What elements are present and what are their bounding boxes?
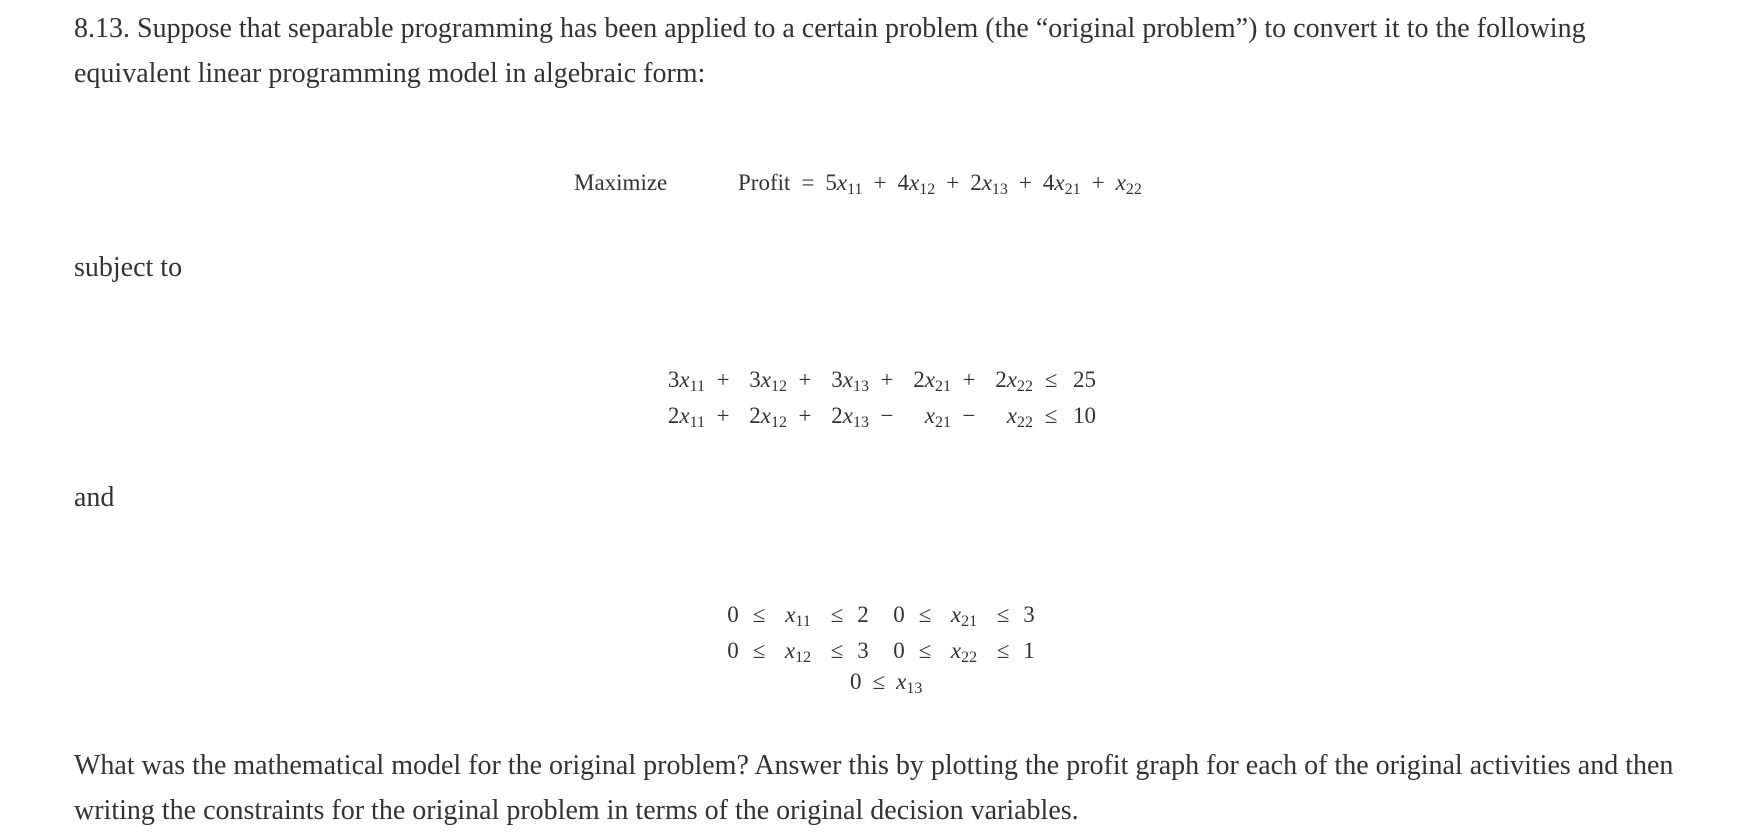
constraint-term: 3x11: [667, 367, 705, 395]
bound-variable: x21: [950, 602, 978, 630]
less-equal-sign: ≤: [1044, 367, 1058, 392]
plus-sign: +: [1091, 170, 1105, 195]
constraint-term: 2x22: [995, 367, 1033, 395]
plus-sign: +: [1018, 170, 1032, 195]
operator: +: [716, 367, 730, 392]
variable-bounds: [725, 597, 1037, 669]
constraint-system: [659, 362, 1096, 434]
constraint-row: [659, 362, 1096, 398]
operator: +: [880, 367, 894, 392]
constraint-term: 3x13: [831, 367, 869, 395]
plus-sign: +: [873, 170, 887, 195]
constraint-term: 2x13: [831, 403, 869, 431]
less-equal-sign: ≤: [830, 602, 844, 627]
operator: −: [880, 403, 894, 428]
operator: +: [716, 403, 730, 428]
objective-term: 5x11: [825, 170, 863, 198]
constraint-term: 2x21: [913, 367, 951, 395]
objective-term: 4x21: [1042, 170, 1081, 198]
bound-variable: x11: [785, 602, 811, 630]
less-equal-sign: ≤: [996, 638, 1010, 663]
bound-variable: x22: [950, 638, 978, 666]
bound-row: [725, 597, 1037, 633]
constraint-term: 2x12: [749, 403, 787, 431]
less-equal-sign: ≤: [1044, 403, 1058, 428]
problem-question: What was the mathematical model for the original problem? Answer this by plotting the profit graph for each of the original activities and then writing the constraints for the original problem in terms of the original decision variables.: [74, 750, 1674, 826]
less-equal-sign: ≤: [752, 638, 766, 663]
upper-bound: 3: [857, 638, 869, 663]
lower-bound: 0: [893, 638, 905, 663]
objective-term: x22: [1115, 170, 1142, 198]
less-equal-sign: ≤: [918, 602, 932, 627]
constraint-rhs: 25: [1073, 367, 1096, 392]
bound-variable: x12: [784, 638, 812, 666]
profit-label: Profit: [738, 170, 791, 195]
lower-bound: 0: [727, 602, 739, 627]
objective-function: [574, 170, 1142, 196]
operator: +: [798, 403, 812, 428]
constraint-rhs: 10: [1073, 403, 1096, 428]
equals-sign: =: [801, 170, 815, 195]
operator: +: [798, 367, 812, 392]
subject-to-label: subject to: [74, 252, 183, 283]
less-equal-sign: ≤: [996, 602, 1010, 627]
constraint-row: [659, 398, 1096, 434]
operator: +: [962, 367, 976, 392]
maximize-label: Maximize: [574, 170, 668, 195]
upper-bound: 3: [1023, 602, 1035, 627]
problem-intro: 8.13. Suppose that separable programming has been applied to a certain problem (the “original problem”) to convert it to the following equivalent linear programming model in algebraic form:: [74, 13, 1586, 89]
and-label: and: [74, 482, 115, 513]
lower-bound: 0: [893, 602, 905, 627]
less-equal-sign: ≤: [918, 638, 932, 663]
constraint-term: 2x11: [667, 403, 705, 431]
less-equal-sign: ≤: [830, 638, 844, 663]
less-equal-sign: ≤: [872, 669, 886, 694]
objective-term: 2x13: [970, 170, 1008, 198]
constraint-term: 3x12: [749, 367, 787, 395]
upper-bound: 2: [857, 602, 869, 627]
constraint-term: x22: [1006, 403, 1033, 431]
bound-row: [725, 633, 1037, 669]
plus-sign: +: [946, 170, 960, 195]
bound-variable: x13: [896, 669, 923, 697]
lower-bound: 0: [727, 638, 739, 663]
less-equal-sign: ≤: [752, 602, 766, 627]
constraint-term: x21: [924, 403, 951, 431]
bound-row: [850, 669, 922, 695]
upper-bound: 1: [1023, 638, 1035, 663]
objective-term: 4x12: [897, 170, 936, 198]
lower-bound: 0: [850, 669, 862, 694]
operator: −: [962, 403, 976, 428]
